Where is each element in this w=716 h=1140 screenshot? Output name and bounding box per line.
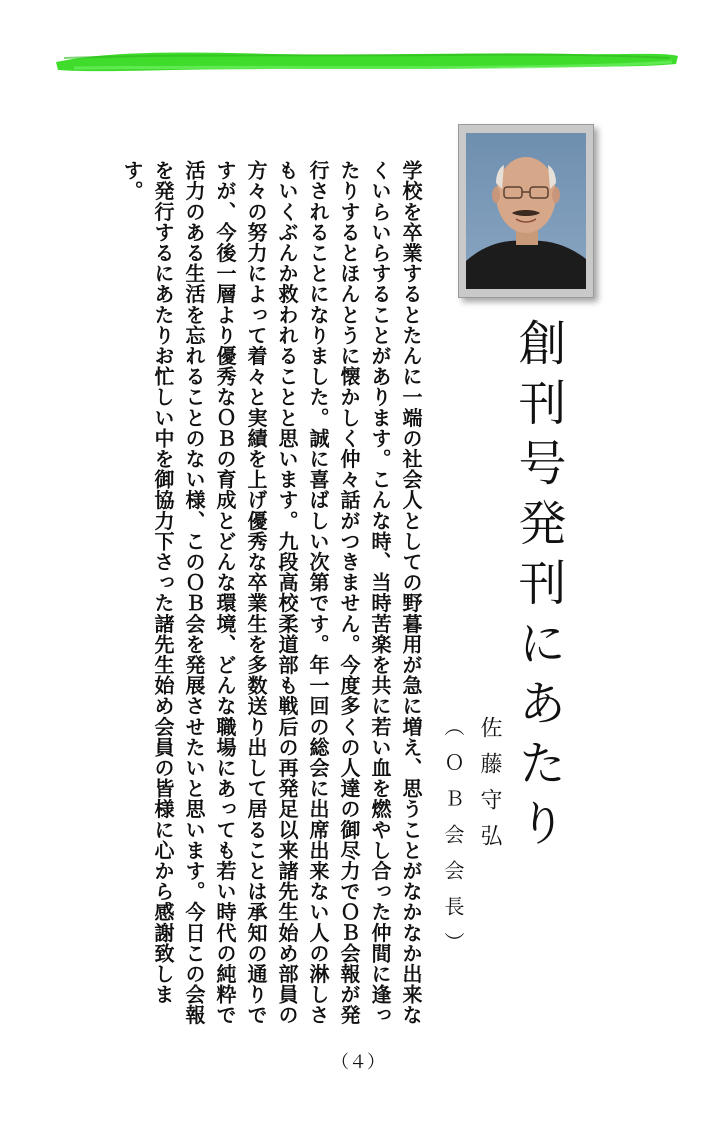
article-body: 学校を卒業するとたんに一端の社会人としての野暮用が急に増え、思うことがなかなか出来なくいらいらすることがあります。こんな時、当時苦楽を共に若い血を燃やし合った仲間に逢ったりするとほんとうに懐かしく仲々話がつきません。今度多くの人達の御尽力でＯＢ会報が発行されることになりました。誠に喜ばしい次第です。年一回の総会に出席出来ない人の淋しさもいくぶんか救われることと思います。九段高校柔道部も戦后の再発足以来諸先生始め部員の方々の努力によって着々と実績を上げ優秀な卒業生を多数送り出して居ることは承知の通りですが、今後一層より優秀なＯＢの育成とどんな環境、どんな職場にあっても若い時代の純粋で活力のある生活を忘れることのない様、このＯＢ会を発展させたいと思います。今日この会報を発行するにあたりお忙しい中を御協力下さった諸先生始め会員の皆様に心から感謝致します。 bbox=[120, 160, 423, 1026]
portrait-illustration bbox=[466, 133, 586, 289]
author-role: （ＯＢ会会長） bbox=[441, 716, 465, 968]
article-title: 創刊号発刊にあたり bbox=[510, 318, 566, 858]
page-number: （４） bbox=[331, 1052, 385, 1073]
green-brush-stroke bbox=[54, 42, 680, 76]
author-name: 佐藤守弘 bbox=[477, 716, 502, 860]
portrait-photo bbox=[458, 124, 594, 298]
